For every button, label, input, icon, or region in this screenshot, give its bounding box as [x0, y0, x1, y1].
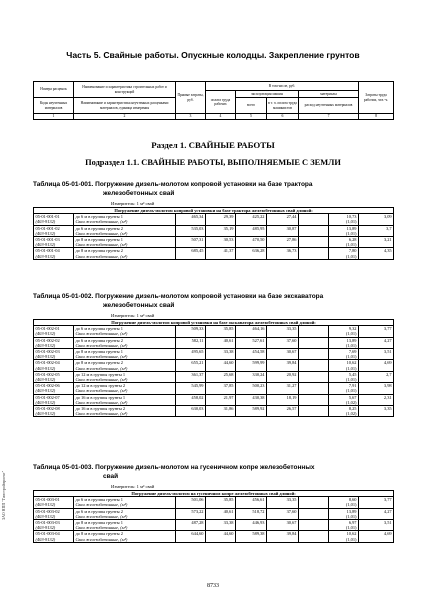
labor-pay: 44,60 [206, 360, 236, 366]
labor-hours: 3,77 [359, 326, 394, 332]
rate-code: 05-01-002-02 [34, 337, 74, 343]
materials-cost: 13,89 [329, 337, 359, 343]
labor-hours: 2,31 [359, 394, 394, 400]
work-name: до 6 м в группы грунты 1 [74, 326, 176, 332]
material-name: Сваи железобетонные, (м³) [74, 331, 176, 337]
direct-costs: 685,45 [176, 248, 206, 254]
labor-pay: 35,85 [206, 326, 236, 332]
table-title-line2: железобетонных свай [103, 302, 175, 309]
materials-cost: 6,97 [329, 520, 359, 526]
material-consumption: (1,01) [329, 514, 359, 520]
header-codes-bottom: Коды неучтенных материалов [34, 98, 74, 114]
labor-hours: 4,27 [359, 508, 394, 514]
machines-total: 470,50 [236, 237, 267, 243]
material-code: (403-9132) [34, 254, 74, 260]
empty-cell [236, 254, 267, 260]
direct-costs: 458,02 [176, 394, 206, 400]
material-code: (403-9132) [34, 411, 74, 417]
materials-cost: 8,25 [329, 406, 359, 412]
labor-pay: 35,85 [206, 497, 236, 503]
material-code: (403-9132) [34, 242, 74, 248]
labor-hours: 4,35 [359, 248, 394, 254]
material-code: (403-9132) [34, 366, 74, 372]
labor-hours: 4,69 [359, 531, 394, 537]
material-code: (403-9132) [34, 331, 74, 337]
material-code: (403-9132) [34, 537, 74, 543]
rate-code: 05-01-003-01 [34, 497, 74, 503]
material-consumption: (1,01) [329, 537, 359, 543]
work-name: до 8 м в группы грунты 2 [74, 531, 176, 537]
machines-total: 599,99 [236, 360, 267, 366]
table-title-line2: свай [103, 473, 119, 480]
material-name: Сваи железобетонные, (м³) [74, 354, 176, 360]
materials-cost: 7,69 [329, 349, 359, 355]
direct-costs: 545,99 [176, 383, 206, 389]
material-name: Сваи железобетонные, (м³) [74, 411, 176, 417]
labor-hours: 3,98 [359, 383, 394, 389]
rate-code: 05-01-002-06 [34, 383, 74, 389]
machinists-pay: 26,57 [267, 406, 299, 412]
work-name: до 8 м в группы грунты 1 [74, 520, 176, 526]
material-code: (403-9132) [34, 354, 74, 360]
machinists-pay: 27,44 [267, 214, 299, 220]
machines-total: 485,95 [236, 225, 267, 231]
header-name-bottom: Наименование и характеристика неучтенных расценками материалов, единица измерения [74, 98, 176, 114]
empty-cell [299, 254, 329, 260]
labor-pay: 29,39 [206, 214, 236, 220]
work-name: до 6 м в группы грунты 1 [74, 214, 176, 220]
header-labor-hours: Затраты труда рабочих, чел.-ч. [359, 82, 394, 114]
margin-note: ЗАО НПП "Гипстройпроект" [1, 470, 6, 520]
part-title: Часть 5. Свайные работы. Опускные колодцы. Закрепление грунтов [66, 50, 360, 60]
material-consumption: (1,01) [329, 219, 359, 225]
material-name: Сваи железобетонные, (м³) [74, 242, 176, 248]
section-title: Раздел 1. СВАЙНЫЕ РАБОТЫ [151, 140, 275, 150]
materials-cost: 9,32 [329, 326, 359, 332]
header-codes-top: Номера расценок [34, 82, 74, 98]
group-header: Погружение дизель-молотом копровой установки на базе экскаватора железобетонных свай длиной: [34, 320, 394, 326]
labor-pay: 30,53 [206, 237, 236, 243]
work-name: до 8 м в группы грунты 1 [74, 349, 176, 355]
header-group-top: В том числе, руб. [206, 82, 359, 91]
material-name: Сваи железобетонные, (м³) [74, 366, 176, 372]
empty-cell [267, 254, 299, 260]
header-num: 7 [299, 114, 359, 120]
labor-pay: 44,60 [206, 531, 236, 537]
table-row-sub [34, 254, 394, 260]
rate-code: 05-01-001-02 [34, 225, 74, 231]
material-name: Сваи железобетонные, (м³) [74, 502, 176, 508]
machinists-pay: 20,92 [267, 371, 299, 377]
empty-cell [299, 537, 329, 543]
direct-costs: 644,60 [176, 531, 206, 537]
work-name: до 8 м в группы грунты 2 [74, 360, 176, 366]
table-title [33, 292, 393, 310]
material-consumption: (1,01) [329, 354, 359, 360]
labor-hours: 3,7 [359, 225, 394, 231]
empty-cell [176, 537, 206, 543]
material-consumption: (1,01) [329, 388, 359, 394]
empty-cell [359, 537, 394, 543]
rate-code: 05-01-002-05 [34, 371, 74, 377]
work-name: до 12 м в группы грунты 2 [74, 383, 176, 389]
work-name: до 16 м в группы грунты 2 [74, 406, 176, 412]
labor-pay: 25,68 [206, 371, 236, 377]
labor-hours: 2,7 [359, 371, 394, 377]
material-consumption: (1,01) [329, 254, 359, 260]
labor-pay: 35,19 [206, 225, 236, 231]
material-code: (403-9132) [34, 388, 74, 394]
labor-pay: 37,85 [206, 383, 236, 389]
empty-cell [176, 411, 206, 417]
header-machines: эксплуатация машин [236, 91, 299, 98]
material-code: (403-9132) [34, 219, 74, 225]
materials-cost: 7,91 [329, 383, 359, 389]
table-title-line1: Таблица 05-01-002. Погружение дизель-молотом копровой установки на базе экскаватора [33, 293, 324, 300]
labor-pay: 41,37 [206, 248, 236, 254]
header-materials: материалы [299, 91, 359, 98]
machines-total: 456,61 [236, 497, 267, 503]
machinists-pay: 39,84 [267, 360, 299, 366]
material-name: Сваи железобетонные, (м³) [74, 537, 176, 543]
rate-code: 05-01-001-01 [34, 214, 74, 220]
machines-total: 589,38 [236, 531, 267, 537]
labor-hours: 3,21 [359, 237, 394, 243]
empty-cell [236, 411, 267, 417]
material-consumption: (1,01) [329, 525, 359, 531]
rate-code: 05-01-001-04 [34, 248, 74, 254]
machines-total: 425,22 [236, 214, 267, 220]
rate-code: 05-01-001-03 [34, 237, 74, 243]
header-machinists-pay: в т. ч. оплата труда машинистов [267, 98, 299, 114]
header-num: 3 [176, 114, 206, 120]
materials-cost: 7,80 [329, 248, 359, 254]
materials-cost: 5,67 [329, 394, 359, 400]
machines-total: 430,38 [236, 394, 267, 400]
labor-pay: 40,61 [206, 337, 236, 343]
material-code: (403-9132) [34, 377, 74, 383]
material-name: Сваи железобетонные, (м³) [74, 400, 176, 406]
material-name: Сваи железобетонные, (м³) [74, 254, 176, 260]
material-code: (403-9132) [34, 400, 74, 406]
table-title [33, 463, 393, 481]
table-row-sub [34, 411, 394, 417]
materials-cost: 8,60 [329, 497, 359, 503]
rates-table [33, 207, 394, 260]
direct-costs: 535,03 [176, 225, 206, 231]
material-code: (403-9132) [34, 343, 74, 349]
material-name: Сваи железобетонные, (м³) [74, 219, 176, 225]
material-consumption: (1,01) [329, 331, 359, 337]
direct-costs: 507,31 [176, 237, 206, 243]
direct-costs: 487,28 [176, 520, 206, 526]
unit-label: Измеритель: 1 м³ свай [111, 201, 155, 206]
materials-cost: 6,28 [329, 237, 359, 243]
empty-cell [267, 411, 299, 417]
labor-hours: 3,35 [359, 406, 394, 412]
labor-pay: 31,86 [206, 406, 236, 412]
direct-costs: 582,11 [176, 337, 206, 343]
work-name: до 16 м в группы грунты 1 [74, 394, 176, 400]
machinists-pay: 30,67 [267, 520, 299, 526]
machines-total: 518,72 [236, 508, 267, 514]
labor-pay: 33,38 [206, 349, 236, 355]
direct-costs: 573,22 [176, 508, 206, 514]
empty-cell [206, 537, 236, 543]
empty-cell [299, 411, 329, 417]
labor-pay: 33,38 [206, 520, 236, 526]
machinists-pay: 37,60 [267, 337, 299, 343]
machines-total: 589,92 [236, 406, 267, 412]
empty-cell [206, 254, 236, 260]
work-name: до 6 м в группы грунты 1 [74, 497, 176, 503]
empty-cell [176, 254, 206, 260]
material-consumption: (1,01) [329, 231, 359, 237]
material-consumption: (1,01) [329, 502, 359, 508]
work-name: до 6 м в группы грунты 2 [74, 337, 176, 343]
rate-code: 05-01-002-04 [34, 360, 74, 366]
material-consumption: (1,02) [329, 411, 359, 417]
rate-code: 05-01-002-07 [34, 394, 74, 400]
group-header: Погружение дизель-молотом на гусеничном копре железобетонных свай длиной: [34, 491, 394, 497]
material-name: Сваи железобетонные, (м³) [74, 388, 176, 394]
labor-pay: 40,61 [206, 508, 236, 514]
empty-cell [359, 254, 394, 260]
table-title-line1: Таблица 05-01-003. Погружение дизель-молотом на гусеничном копре железобетонных [33, 464, 315, 471]
unit-label: Измеритель: 1 м³ свай [111, 313, 155, 318]
machines-total: 636,28 [236, 248, 267, 254]
material-name: Сваи железобетонные, (м³) [74, 231, 176, 237]
direct-costs: 495,65 [176, 349, 206, 355]
machines-total: 446,93 [236, 520, 267, 526]
material-name: Сваи железобетонные, (м³) [74, 343, 176, 349]
empty-cell [206, 411, 236, 417]
machinists-pay: 33,35 [267, 326, 299, 332]
header-num: 2 [74, 114, 176, 120]
header-unaccounted-materials: расход неучтенных материалов [299, 98, 359, 114]
group-header: Погружение дизель-молотом копровой установки на базе трактора железобетонных свай длиной: [34, 208, 394, 214]
empty-cell [267, 537, 299, 543]
header-num: 1 [34, 114, 74, 120]
materials-cost: 5,45 [329, 371, 359, 377]
labor-hours: 4,27 [359, 337, 394, 343]
subsection-title: Подраздел 1.1. СВАЙНЫЕ РАБОТЫ, ВЫПОЛНЯЕМЫЕ С ЗЕМЛИ [85, 158, 341, 167]
machines-total: 330,24 [236, 371, 267, 377]
labor-pay: 21,97 [206, 394, 236, 400]
material-consumption: (1,01) [329, 366, 359, 372]
header-num: 8 [359, 114, 394, 120]
machinists-pay: 31,27 [267, 383, 299, 389]
materials-cost: 13,89 [329, 225, 359, 231]
rate-code: 05-01-003-02 [34, 508, 74, 514]
work-name: до 6 м в группы грунты 2 [74, 225, 176, 231]
header-num: 6 [267, 114, 299, 120]
empty-cell [236, 537, 267, 543]
machinists-pay: 27,86 [267, 237, 299, 243]
work-name: до 6 м в группы грунты 2 [74, 508, 176, 514]
rate-code: 05-01-002-01 [34, 326, 74, 332]
labor-hours: 3,09 [359, 214, 394, 220]
header-num: 5 [236, 114, 267, 120]
empty-cell [359, 411, 394, 417]
machines-total: 454,58 [236, 349, 267, 355]
material-code: (403-9132) [34, 502, 74, 508]
machinists-pay: 33,35 [267, 497, 299, 503]
direct-costs: 361,37 [176, 371, 206, 377]
material-consumption: (1,01) [329, 343, 359, 349]
header-labor-pay: оплата труда рабочих [206, 91, 236, 114]
rate-code: 05-01-003-03 [34, 520, 74, 526]
direct-costs: 509,33 [176, 326, 206, 332]
material-name: Сваи железобетонные, (м³) [74, 525, 176, 531]
work-name: до 8 м в группы грунты 1 [74, 237, 176, 243]
column-header-table [33, 81, 394, 120]
table-title [33, 180, 393, 198]
material-name: Сваи железобетонные, (м³) [74, 514, 176, 520]
table-row-sub [34, 537, 394, 543]
materials-cost: 10,62 [329, 531, 359, 537]
rate-code: 05-01-002-08 [34, 406, 74, 412]
machines-total: 527,61 [236, 337, 267, 343]
work-name: до 12 м в группы грунты 1 [74, 371, 176, 377]
direct-costs: 655,21 [176, 360, 206, 366]
material-consumption: (1,02) [329, 400, 359, 406]
material-consumption: (1,01) [329, 242, 359, 248]
rates-table [33, 490, 394, 543]
machinists-pay: 36,73 [267, 248, 299, 254]
machinists-pay: 30,87 [267, 225, 299, 231]
machines-total: 464,16 [236, 326, 267, 332]
table-title-line2: железобетонных свай [103, 190, 175, 197]
labor-hours: 3,51 [359, 520, 394, 526]
labor-hours: 3,77 [359, 497, 394, 503]
material-code: (403-9132) [34, 514, 74, 520]
header-name-top: Наименование и характеристика строительных работ и конструкций [74, 82, 176, 98]
machinists-pay: 39,84 [267, 531, 299, 537]
direct-costs: 630,03 [176, 406, 206, 412]
machinists-pay: 30,67 [267, 349, 299, 355]
machinists-pay: 18,19 [267, 394, 299, 400]
unit-label: Измеритель: 1 м³ свай [111, 484, 155, 489]
rate-code: 05-01-003-04 [34, 531, 74, 537]
materials-cost: 10,62 [329, 360, 359, 366]
table-title-line1: Таблица 05-01-001. Погружение дизель-молотом копровой установки на базе трактора [33, 181, 313, 188]
direct-costs: 501,06 [176, 497, 206, 503]
header-direct-costs: Прямые затраты, руб. [176, 82, 206, 114]
header-num: 4 [206, 114, 236, 120]
page-number: 8733 [207, 583, 219, 589]
machinists-pay: 37,60 [267, 508, 299, 514]
materials-cost: 10,73 [329, 214, 359, 220]
material-consumption: (1,01) [329, 377, 359, 383]
direct-costs: 465,34 [176, 214, 206, 220]
labor-hours: 3,51 [359, 349, 394, 355]
material-code: (403-9132) [34, 525, 74, 531]
work-name: до 8 м в группы грунты 2 [74, 248, 176, 254]
materials-cost: 13,89 [329, 508, 359, 514]
material-name: Сваи железобетонные, (м³) [74, 377, 176, 383]
rates-table [33, 319, 394, 417]
rate-code: 05-01-002-03 [34, 349, 74, 355]
labor-hours: 4,69 [359, 360, 394, 366]
material-code: (403-9132) [34, 231, 74, 237]
header-machines-total: всего [236, 98, 267, 114]
machines-total: 500,23 [236, 383, 267, 389]
